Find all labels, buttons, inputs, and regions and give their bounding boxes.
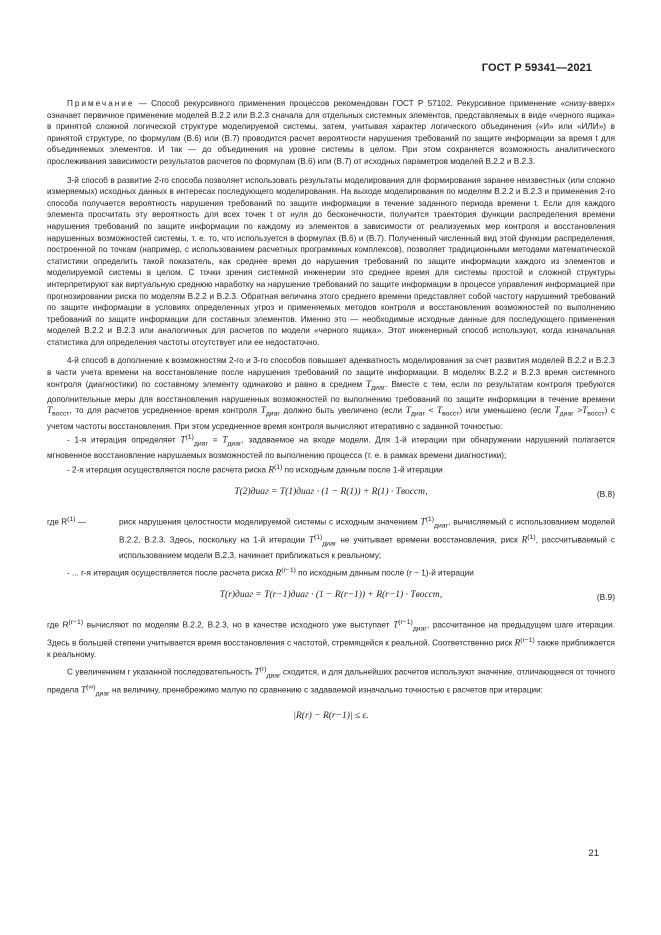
equation-convergence-formula: |R(r) − R(r−1)| ≤ ε. xyxy=(293,710,369,721)
equation-b9-formula: T(r)диаг = T(r−1)диаг · (1 − R(r−1)) + R(r−1) · Tвосст, xyxy=(219,590,443,601)
body-text xyxy=(47,98,615,736)
iteration-r: - ... r-я итерация осуществляется после расчета риска $R^{(r-1)}$ по исходным данным после (r − 1)-й итерации xyxy=(67,566,474,578)
equation-b8 xyxy=(47,482,615,508)
where-r1: где $R^{(1)}$ — риск нарушения целостности моделируемой системы с исходным значением $T^{(1)}_{диаг}$, вычисляемый с использованием моделей В.2.2, В.2.3. Здесь, поскольку на 1-й итерации $T^{(1)}_{диаг}$ не учитывает времени восстановления, риск $R^{(1)}$, рассчитываемый с использованием модели В.2.3, начинает приближаться к реальному; xyxy=(47,516,615,561)
note-paragraph xyxy=(47,98,615,168)
iteration-2: - 2-я итерация осуществляется после расчета риска $R^{(1)}$ по исходным данным после 1-й итерации xyxy=(67,463,443,475)
paragraph-convergence: С увеличением r указанной последовательность $T^{(r)}_{диаг}$ сходится, и для дальнейших расчетов используют значение, отличающееся от точного предела $T^{(\infty)}_{диаг}$ на величину, пренебрежимо малую по сравнению с задаваемой изначально точностью ε расчетов при итерации: xyxy=(47,665,616,698)
note-lead: Примечание xyxy=(67,99,135,108)
equation-b9 xyxy=(47,585,615,611)
page-number: 21 xyxy=(588,848,599,859)
equation-b9-number: (В.9) xyxy=(596,592,615,603)
note-text: — Способ рекурсивного применения процессов рекомендован ГОСТ Р 57102. Рекурсивное применение «снизу-вверх» означает первичное применение моделей В.2.2 или В.2.3 сначала для отдельных системных элементов, представляемых в виде «черного ящика» в принятой сложной логической структуре моделируемой системы, затем, учитывая характер логического объединения («И» или «ИЛИ») в принятой структуре, по формулам (В.6) или (В.7) проводится расчет вероятности нарушения требований по защите информации за время t для объединяемых элементов. И так — до объединения на уровне системы в целом. При этом сохраняется возможность аналитического прослеживания зависимости результатов расчетов по формулам (В.6) или (В.7) от исходных параметров моделей В.2.2 и В.2.3. xyxy=(47,99,615,166)
equation-b8-number: (В.8) xyxy=(596,489,615,500)
document-header: ГОСТ Р 59341—2021 xyxy=(481,62,592,74)
equation-convergence xyxy=(47,706,615,730)
paragraph-method-3: 3-й способ в развитие 2-го способа позволяет использовать результаты моделирования для формирования заранее неизвестных (или сложно измеряемых) исходных данных в интересах последующего моделирования. На выходе моделирования по моделям В.2.2 и В.2.3 и применения 2-го способа получается вероятность нарушения требований по защите информации в течение заданного периода времени t. Если для каждого элемента просчитать эту вероятность для всех точек t от нуля до бесконечности, получится траектория функции распределения времени нарушения требований по защите информации по каждому из элементов в зависимости от реализуемых мер контроля и восстановления нарушенных возможностей системы, т. е. то, что используется в формулах (В.6) и (В.7). Полученный численный вид этой функции распределения, построенной по точкам (например, с использованием расчетных программных комплексов), позволяет традиционными методами математической статистики определить такой показатель, как среднее время до нарушения требований по защите информации каждого из элементов и моделируемой системы в целом. С точки зрения системной инженерии это среднее время для системы простой и сложной структуры интерпретируют как виртуальную среднюю наработку на нарушение требований по защите информации в процессе управления информацией при прогнозировании риска по моделям В.2.2 и В.2.3. Обратная величина этого среднего времени представляет собой частоту нарушений требований по защите информации в условиях определенных угроз и применяемых методов контроля и восстановления возможностей по выполнению требований по защите информации для составных элементов. Именно это — необходимые исходные данные для последующего применения моделей В.2.2 и В.2.3 или аналогичных для расчетов по модели «черного ящика». Этот инженерный способ используют, когда изначальная статистика для определения частоты отсутствует или ее недостаточно. xyxy=(47,175,615,347)
where-r-minus-1: где $R^{(r-1)}$ вычисляют по моделям В.2.2, В.2.3, но в качестве исходного уже выступает $T^{(r-1)}_{диаг}$, рассчитанное на предыдущем шаге итерации. Здесь в большей степени учитывается время восстановления с частотой, стремящейся к реальной. Соответственно риск $R^{(r-1)}$ также приближается к реальному. xyxy=(47,619,615,660)
iteration-1: - 1-я итерация определяет $T^{(1)}_{диаг} = T_{диаг}$, задаваемое на входе модели. Для 1-й итерации при обнаружении нарушений полагается мгновенное восстановление нарушаемых возможностей по выполнению процесса (т. е. в рамках времени диагностики); xyxy=(47,434,615,461)
paragraph-method-4: 4-й способ в дополнение к возможностям 2-го и 3-го способов повышает адекватность моделирования за счет развития моделей В.2.2 и В.2.3 в части учета времени на восстановление после нарушения требований по защите информации. В моделях В.2.2 и В.2.3 время системного контроля (диагностики) по составному элементу одинаково и равно в среднем $T_{диаг}$. Вместе с тем, если по результатам контроля требуются дополнительные меры для восстановления нарушенных возможностей по выполнению требований по защите информации в течение времени $T_{восст}$, то для расчетов усредненное время контроля $T_{диаг}$ должно быть увеличено (если $T_{диаг} < T_{восст}$) или уменьшено (если $T_{диаг} >T_{восст}$) с учетом частоты восстановления. При этом усредненное время контроля вычисляют итеративно с заданной точностью: xyxy=(47,356,616,431)
equation-b8-formula: T(2)диаг = T(1)диаг · (1 − R(1)) + R(1) · Tвосст, xyxy=(234,487,428,498)
